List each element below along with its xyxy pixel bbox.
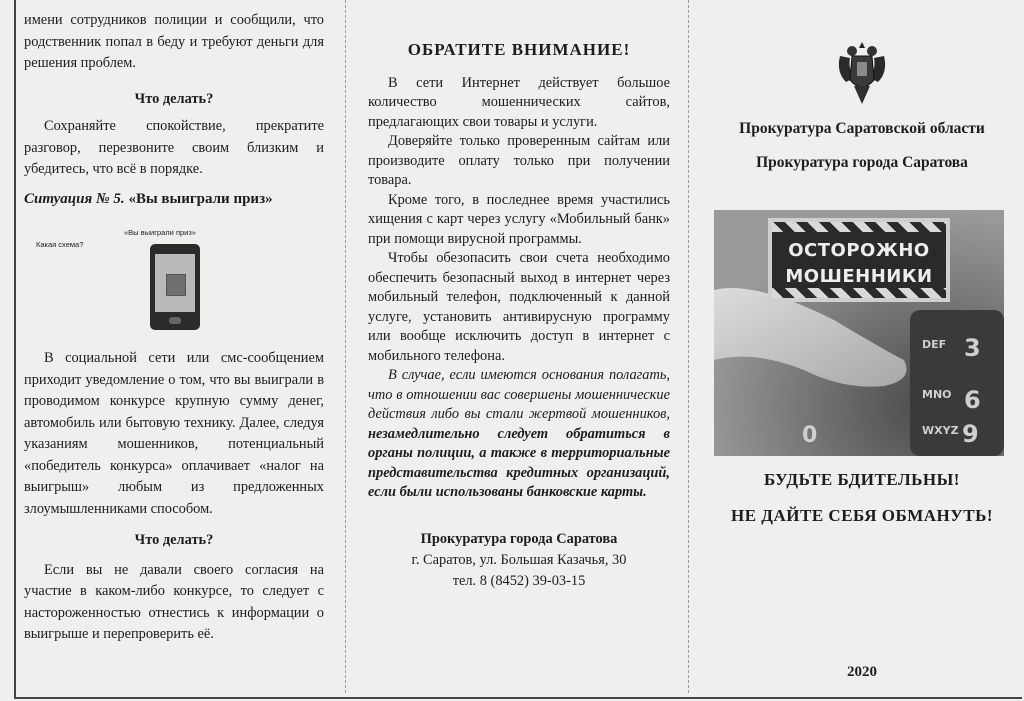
contact-address: г. Саратов, ул. Большая Казачья, 30	[411, 551, 627, 568]
scheme-title: «Вы выиграли приз»	[124, 228, 196, 237]
year: 2020	[847, 664, 877, 680]
attention-heading: ОБРАТИТЕ ВНИМАНИЕ!	[407, 40, 631, 59]
middle-panel	[368, 0, 670, 592]
what-to-do-heading-1: Что делать?	[134, 90, 214, 107]
situation-name: «Вы выиграли приз»	[128, 190, 273, 207]
keypad-key: 3	[964, 334, 981, 362]
advice-2: Если вы не давали своего согласия на участие в каком-либо конкурсе, то следует с настороженностью отнестись к информации о выигрыше и перепроверить её.	[24, 561, 324, 642]
phone-icon	[150, 244, 200, 330]
paragraph-5	[368, 366, 670, 503]
warning-photo	[714, 210, 1004, 456]
slogan-dont-be-fooled: НЕ ДАЙТЕ СЕБЯ ОБМАНУТЬ!	[731, 506, 993, 525]
fold-line-left	[345, 0, 346, 693]
advice-1: Сохраняйте спокойствие, прекратите разговор, перезвоните своим близким и убедитесь, что всё в порядке.	[24, 118, 324, 177]
keypad-key: MNO	[922, 388, 952, 401]
regional-prosecutor-title: Прокуратура Саратовской области	[739, 120, 985, 137]
warning-line-1: ОСТОРОЖНО	[788, 240, 930, 261]
keypad-key: WXYZ	[922, 424, 959, 437]
cover-panel	[704, 0, 1020, 701]
slogan-vigilant: БУДЬТЕ БДИТЕЛЬНЫ!	[764, 470, 960, 489]
situation-title	[24, 189, 324, 211]
city-prosecutor-title: Прокуратура города Саратова	[756, 154, 968, 171]
situation-description: В социальной сети или смс-сообщением приходит уведомление о том, что вы выиграли в проводимом конкурсе крупную сумму денег, автомобиль или бытовую технику. Далее, следуя указаниям мошенников, потенциальный «победитель конкурса» оплачивает «налог на выигрыш» любым из предложенных злоумышленниками способом.	[24, 350, 324, 517]
coat-of-arms-icon	[832, 38, 892, 108]
warning-sign	[768, 218, 950, 302]
intro-text: имени сотрудников полиции и сообщили, что родственник попал в беду и требуют деньги для решения проблем.	[24, 12, 324, 71]
paragraph-4: Чтобы обезопасить свои счета необходимо обеспечить безопасный выход в интернет через мобильный телефон, подключенный к данной услуге, установить антивирусную программу или вообще исключить доступ в интернет с мобильного телефона.	[368, 250, 670, 364]
gift-icon	[166, 274, 186, 296]
scheme-question: Какая схема?	[36, 240, 84, 249]
paragraph-3: Кроме того, в последнее время участились хищения с карт через услугу «Мобильный банк» при помощи вирусной программы.	[368, 191, 670, 247]
keypad-key: 0	[802, 423, 818, 448]
keypad-key: 6	[964, 386, 981, 414]
paragraph-5-italic: В случае, если имеются основания полагать, что в отношении вас совершены мошеннические действия либо вы стали жертвой мошенников,	[368, 367, 670, 422]
keypad-key: 9	[962, 420, 979, 448]
fold-line-right	[688, 0, 689, 693]
paragraph-5-bold: незамедлительно следует обратиться в органы полиции, а также в территориальные представительства кредитных организаций, если были использованы банковские карты.	[368, 425, 670, 500]
what-to-do-heading-2: Что делать?	[134, 532, 214, 548]
left-panel	[24, 0, 324, 646]
situation-number: Ситуация № 5.	[24, 190, 125, 207]
paragraph-1: В сети Интернет действует большое количество мошеннических сайтов, предлагающих свои товары и услуги.	[368, 74, 670, 130]
contact-block	[368, 529, 670, 592]
keypad-key: DEF	[922, 338, 947, 351]
contact-phone: тел. 8 (8452) 39-03-15	[452, 572, 586, 589]
contact-org: Прокуратура города Саратова	[420, 530, 618, 547]
warning-line-2: МОШЕННИКИ	[785, 266, 933, 287]
paragraph-2: Доверяйте только проверенным сайтам или производите оплату только при получении товара.	[368, 133, 670, 188]
scheme-illustration	[32, 222, 242, 334]
